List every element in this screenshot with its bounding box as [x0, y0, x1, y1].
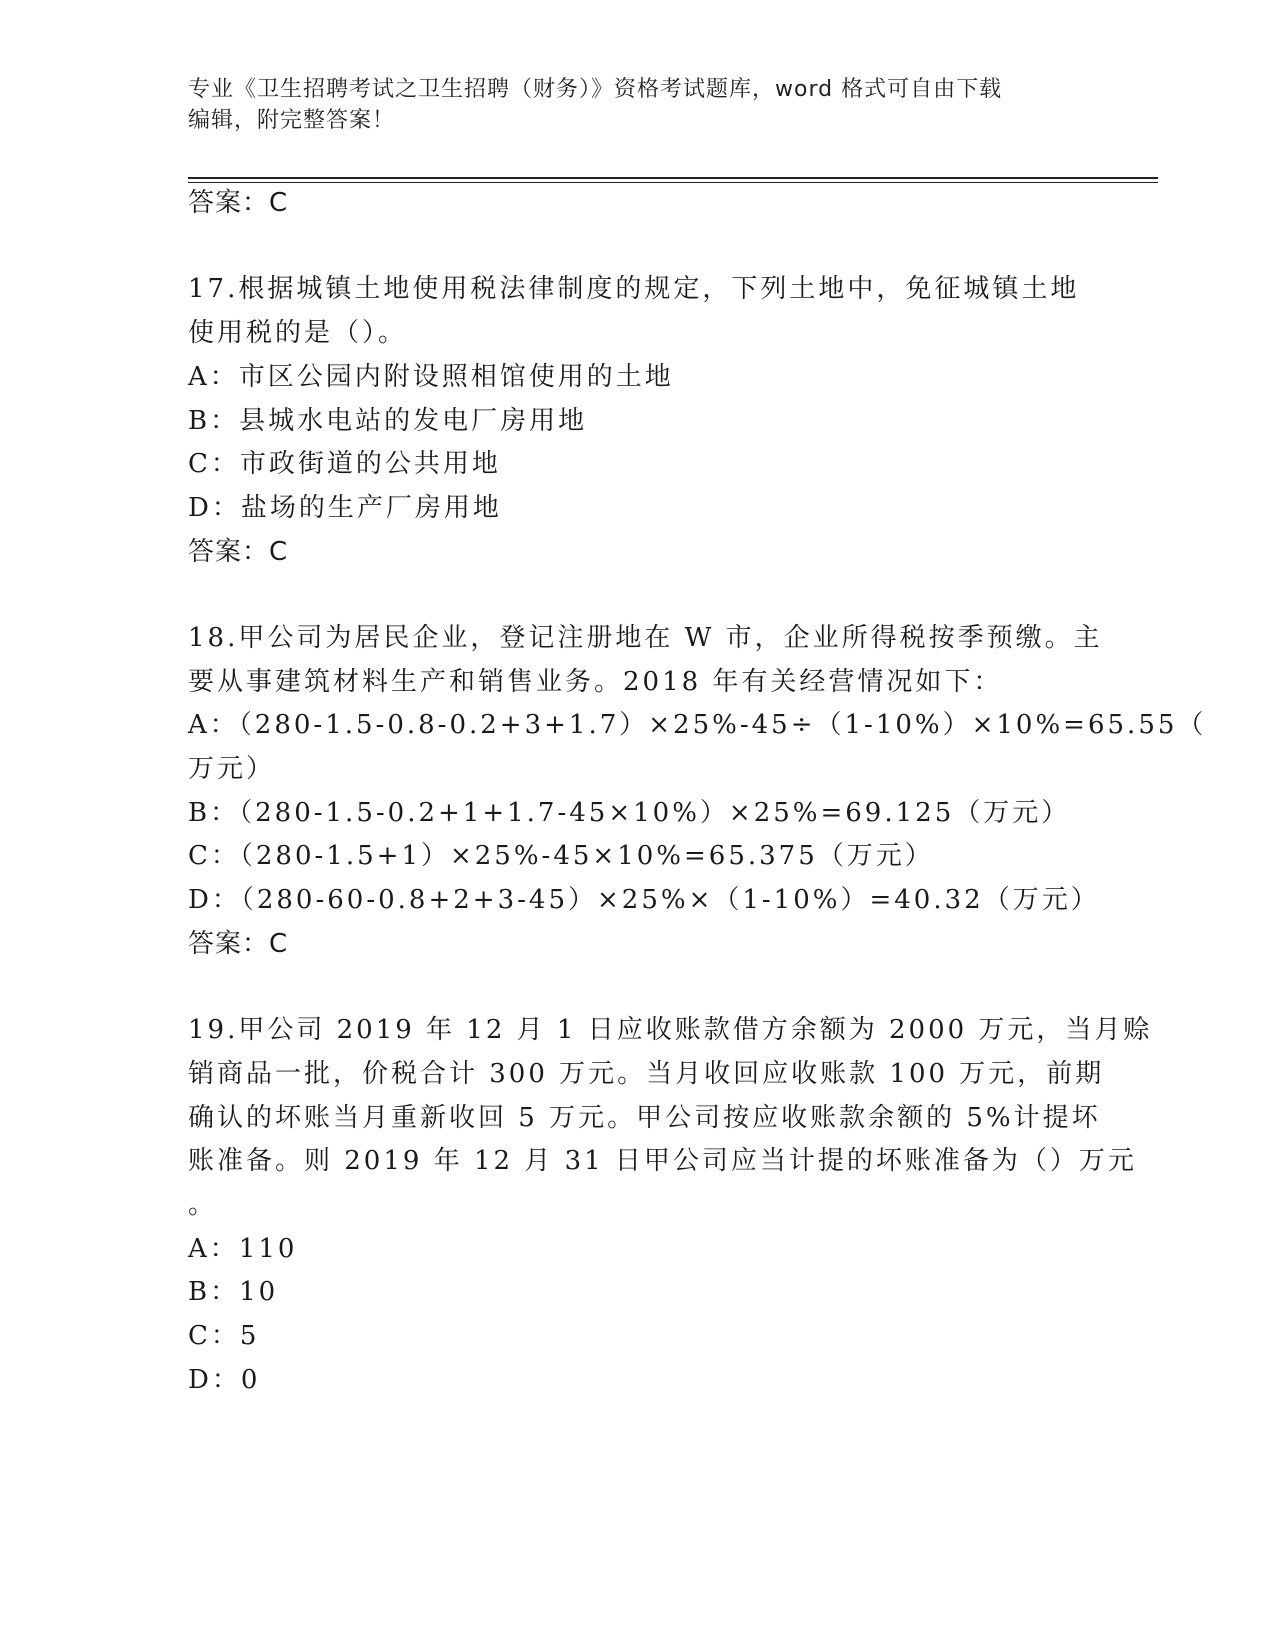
header-rule-thick: [188, 177, 1158, 179]
q17-answer: 答案：C: [188, 537, 289, 567]
q17-stem-line-2: 使用税的是（）。: [188, 318, 408, 348]
q18-option-c: C：（280-1.5+1）×25%-45×10%=65.375（万元）: [188, 841, 934, 871]
q17-option-c: C：市政街道的公共用地: [188, 449, 501, 479]
q19-option-a: A：110: [188, 1234, 298, 1264]
q17-option-a: A：市区公园内附设照相馆使用的土地: [188, 362, 674, 392]
q17-stem-line-1: 17.根据城镇土地使用税法律制度的规定，下列土地中，免征城镇土地: [188, 274, 1080, 304]
previous-answer: 答案：C: [188, 188, 289, 218]
q19-stem-line-2: 销商品一批，价税合计 300 万元。当月收回应收账款 100 万元，前期: [188, 1059, 1105, 1089]
q19-stem-line-1: 19.甲公司 2019 年 12 月 1 日应收账款借方余额为 2000 万元，当月赊: [188, 1015, 1153, 1045]
header-line-1: 专业《卫生招聘考试之卫生招聘（财务）》资格考试题库，word 格式可自由下载: [188, 77, 1003, 102]
q19-stem-line-4: 账准备。则 2019 年 12 月 31 日甲公司应当计提的坏账准备为（）万元: [188, 1146, 1137, 1176]
q19-option-c: C：5: [188, 1321, 260, 1351]
q18-option-d: D：（280-60-0.8+2+3-45）×25%×（1-10%）=40.32（万元）: [188, 885, 1100, 915]
header-line-2: 编辑，附完整答案！: [188, 108, 396, 133]
q19-stem-line-3: 确认的坏账当月重新收回 5 万元。甲公司按应收账款余额的 5%计提坏: [188, 1103, 1101, 1133]
q18-option-a-line-2: 万元）: [188, 754, 276, 784]
q18-option-a-line-1: A：（280-1.5-0.8-0.2+3+1.7）×25%-45÷（1-10%）×10%=65.55（: [188, 710, 1207, 740]
q17-option-d: D：盐场的生产厂房用地: [188, 493, 502, 523]
q17-option-b: B：县城水电站的发电厂房用地: [188, 406, 588, 436]
q18-stem-line-1: 18.甲公司为居民企业，登记注册地在 W 市，企业所得税按季预缴。主: [188, 623, 1103, 653]
document-header: [188, 74, 1068, 136]
q19-stem-line-5: 。: [188, 1190, 218, 1220]
q18-answer: 答案：C: [188, 929, 289, 959]
header-rule-thin: [188, 182, 1158, 183]
q18-stem-line-2: 要从事建筑材料生产和销售业务。2018 年有关经营情况如下：: [188, 667, 1003, 697]
q19-option-d: D：0: [188, 1365, 261, 1395]
q19-option-b: B：10: [188, 1277, 279, 1307]
q18-option-b: B：（280-1.5-0.2+1+1.7-45×10%）×25%=69.125（万元）: [188, 798, 1071, 828]
